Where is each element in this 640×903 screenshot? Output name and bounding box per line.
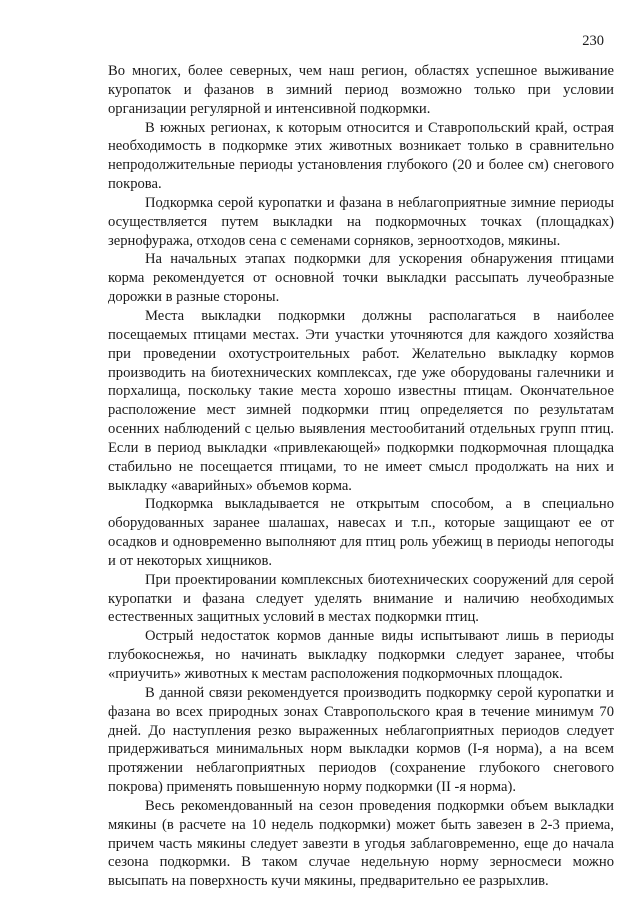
paragraph: Подкормка выкладывается не открытым способом, а в специально оборудованных заранее шалашах, навесах и т.п., которые защищают ее от осадков и одновременно выполняют для птиц роль убежищ в периоды непогоды и от некоторых хищников. [108,496,614,569]
paragraph: На начальных этапах подкормки для ускорения обнаружения птицами корма рекомендуется от основной точки выкладки рассыпать лучеобразные дорожки в разные стороны. [108,251,614,306]
paragraph: В южных регионах, к которым относится и Ставропольский край, острая необходимость в подкормке этих животных возникает только в сравнительно непродолжительные периоды установления глубокого (20 и более см) снегового покрова. [108,119,614,193]
paragraph: Подкормка серой куропатки и фазана в неблагоприятные зимние периоды осуществляется путем выкладки на подкормочных точках (площадках) зернофуража, отходов сена с семенами сорняков, зерноотходов, мякины. [108,194,614,249]
paragraph: Острый недостаток кормов данные виды испытывают лишь в периоды глубокоснежья, но начинать выкладку подкормки следует заранее, чтобы «приучить» животных к местам расположения подкормочных площадок. [108,628,614,682]
paragraph: Места выкладки подкормки должны располагаться в наиболее посещаемых птицами местах. Эти участки уточняются для каждого хозяйства при проведении охотустроительных работ. Желательно выкладку кормов производить на биотехнических комплексах, где уже оборудованы галечники и порхалища, поскольку такие места хорошо известны птицам. Окончательное расположение мест зимней подкормки птиц определяется по результатам осенних наблюдений с целью выявления местообитаний отдельных групп птиц. Если в период выкладки «привлекающей» подкормки подкормочная площадка стабильно не посещается птицами, то не имеет смысл продолжать на них и выкладку «аварийных» объемов корма. [108,307,614,494]
paragraph: В данной связи рекомендуется производить подкормку серой куропатки и фазана во всех природных зонах Ставропольского края в течение минимум 70 дней. До наступления резко выраженных неблагоприятных периодов следует придерживаться минимальных норм выкладки кормов (I-я норма), а на всем протяжении неблагоприятных периодов (сохранение глубокого снегового покрова) применять повышенную норму подкормки (II -я норма). [108,684,614,796]
paragraph: Весь рекомендованный на сезон проведения подкормки объем выкладки мякины (в расчете на 10 недель подкормки) может быть завезен в 2-3 приема, причем часть мякины следует завезти в угодья заблаговременно, еще до начала сезона подкормки. В таком случае недельную норму зерносмеси можно высыпать на поверхность кучи мякины, предварительно ее разрыхлив. [108,797,614,890]
page-number: 230 [582,33,604,49]
paragraph: При проектировании комплексных биотехнических сооружений для серой куропатки и фазана следует уделять внимание и наличию необходимых естественных защитных условий в местах подкормки птиц. [108,571,614,626]
body-text [108,62,614,891]
paragraph: Во многих, более северных, чем наш регион, областях успешное выживание куропаток и фазанов в зимний период возможно только при условии организации регулярной и интенсивной подкормки. [108,63,614,117]
